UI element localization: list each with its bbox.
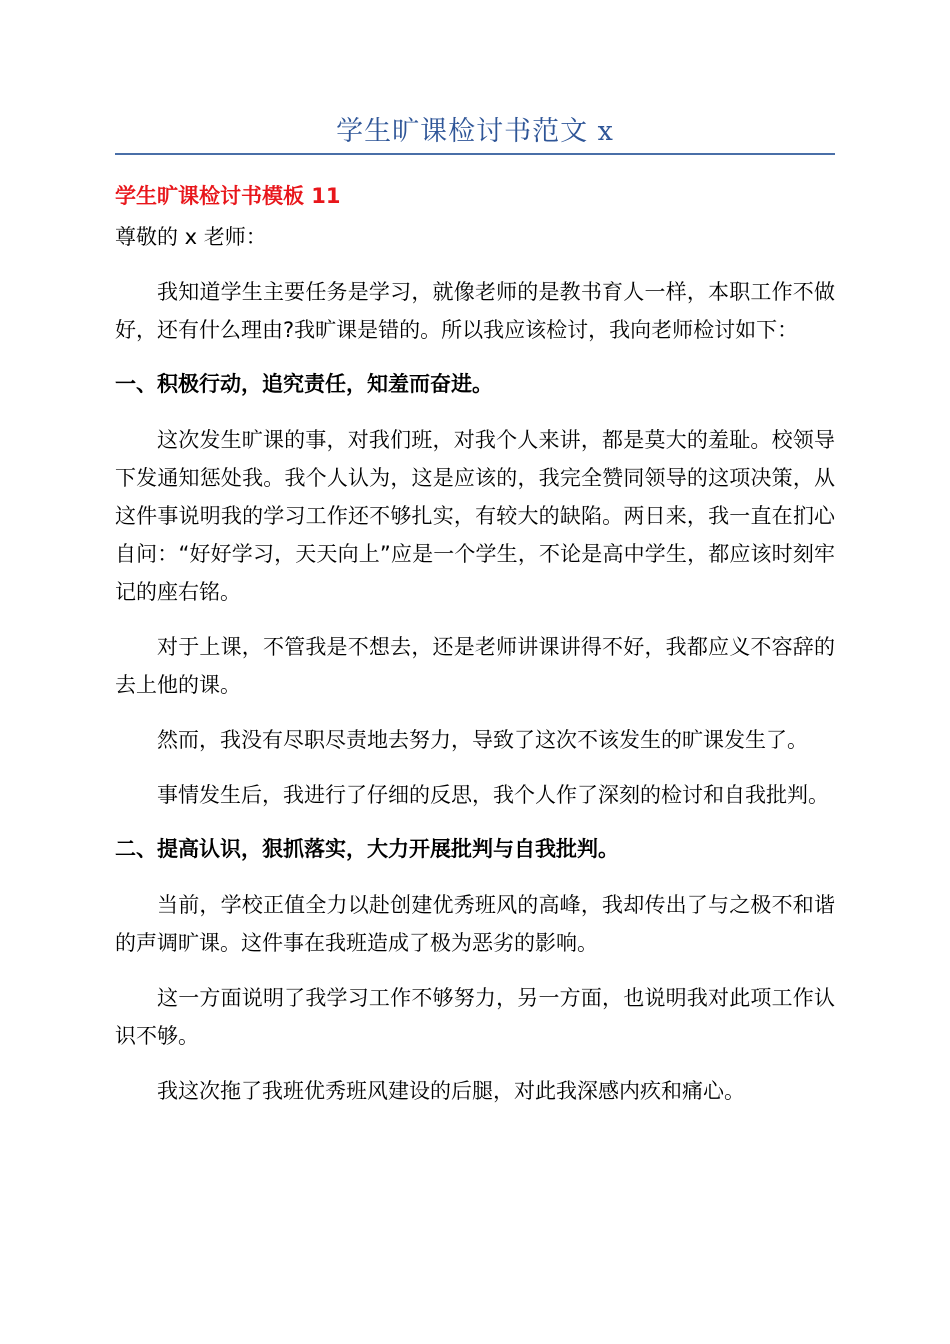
- template-subtitle: 学生旷课检讨书模板 11: [115, 184, 341, 208]
- paragraph: 然而，我没有尽职尽责地去努力，导致了这次不该发生的旷课发生了。: [157, 728, 808, 752]
- document-body: [115, 178, 835, 1127]
- title-underline: [115, 153, 835, 155]
- document-title: 学生旷课检讨书范文 x: [336, 116, 614, 147]
- paragraph: 我知道学生主要任务是学习，就像老师的是教书育人一样，本职工作不做好，还有什么理由?我旷课是错的。所以我应该检讨，我向老师检讨如下：: [115, 280, 835, 342]
- salutation: 尊敬的 x 老师：: [115, 225, 267, 249]
- paragraph: 这次发生旷课的事，对我们班，对我个人来讲，都是莫大的羞耻。校领导下发通知惩处我。我个人认为，这是应该的，我完全赞同领导的这项决策，从这件事说明我的学习工作还不够扎实，有较大的缺陷。两日来，我一直在扪心自问：“好好学习，天天向上”应是一个学生，不论是高中学生，都应该时刻牢记的座右铭。: [115, 428, 835, 604]
- paragraph: 对于上课，不管我是不想去，还是老师讲课讲得不好，我都应义不容辞的去上他的课。: [115, 635, 835, 697]
- paragraph: 这一方面说明了我学习工作不够努力，另一方面，也说明我对此项工作认识不够。: [115, 986, 835, 1048]
- paragraph: 事情发生后，我进行了仔细的反思，我个人作了深刻的检讨和自我批判。: [157, 783, 829, 807]
- paragraph: 当前，学校正值全力以赴创建优秀班风的高峰，我却传出了与之极不和谐的声调旷课。这件事在我班造成了极为恶劣的影响。: [115, 893, 835, 955]
- paragraph: 我这次拖了我班优秀班风建设的后腿，对此我深感内疚和痛心。: [157, 1079, 745, 1103]
- section-heading: 二、提高认识，狠抓落实，大力开展批判与自我批判。: [115, 837, 619, 861]
- section-heading: 一、积极行动，追究责任，知羞而奋进。: [115, 372, 493, 396]
